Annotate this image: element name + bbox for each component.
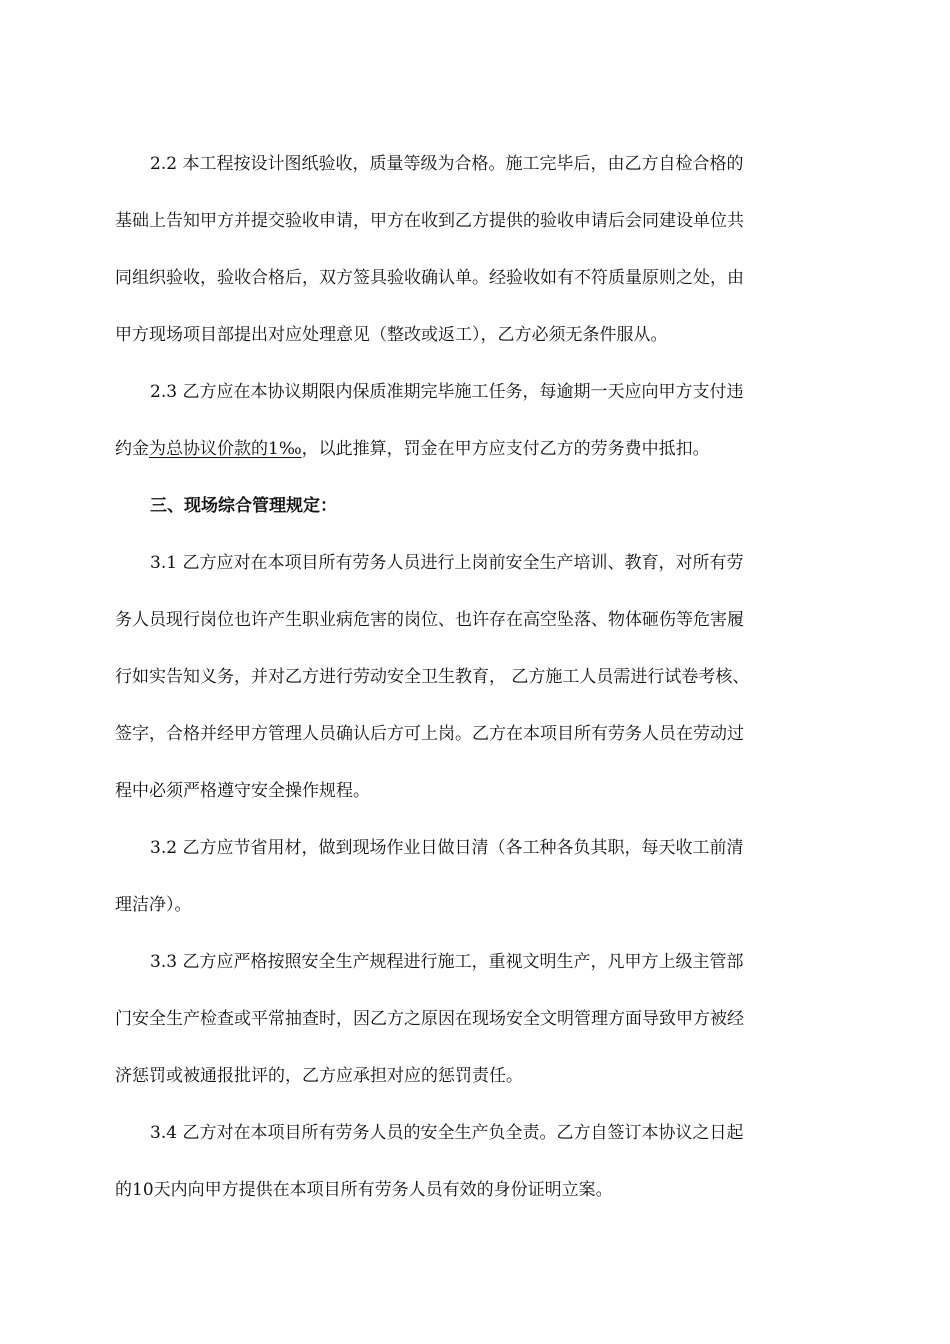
clause-2-3-line-1: 2.3 乙方应在本协议期限内保质准期完毕施工任务，每逾期一天应向甲方支付违 <box>150 382 744 402</box>
clause-2-2-line-4: 甲方现场项目部提出对应处理意见（整改或返工），乙方必须无条件服从。 <box>115 325 668 345</box>
clause-2-2-line-1: 2.2 本工程按设计图纸验收，质量等级为合格。施工完毕后，由乙方自检合格的 <box>150 154 744 174</box>
clause-3-4-line-2: 的10天内向甲方提供在本项目所有劳务人员有效的身份证明立案。 <box>115 1180 613 1200</box>
clause-3-1-line-1: 3.1 乙方应对在本项目所有劳务人员进行上岗前安全生产培训、教育，对所有劳 <box>150 553 744 573</box>
clause-3-3-line-2: 门安全生产检查或平常抽查时，因乙方之原因在现场安全文明管理方面导致甲方被经 <box>115 1009 744 1029</box>
clause-3-2-line-2: 理洁净）。 <box>115 895 192 915</box>
clause-2-3-line-2 <box>115 437 840 461</box>
clause-3-2-line-1: 3.2 乙方应节省用材，做到现场作业日做日清（各工种各负其职，每天收工前清 <box>150 838 744 858</box>
clause-3-3-line-1: 3.3 乙方应严格按照安全生产规程进行施工，重视文明生产，凡甲方上级主管部 <box>150 952 744 972</box>
penalty-rate-underlined: 为总协议价款的1‰ <box>149 439 302 459</box>
section-3-heading: 三、现场综合管理规定： <box>150 496 337 516</box>
clause-3-4-line-1: 3.4 乙方对在本项目所有劳务人员的安全生产负全责。乙方自签订本协议之日起 <box>150 1123 744 1143</box>
clause-3-1-line-4: 签字，合格并经甲方管理人员确认后方可上岗。乙方在本项目所有劳务人员在劳动过 <box>115 724 744 744</box>
clause-3-1-line-5: 程中必须严格遵守安全操作规程。 <box>115 781 370 801</box>
clause-2-2-line-3: 同组织验收，验收合格后，双方签具验收确认单。经验收如有不符质量原则之处，由 <box>115 268 744 288</box>
penalty-deduction-text: ，以此推算，罚金在甲方应支付乙方的劳务费中抵扣。 <box>301 439 710 459</box>
penalty-label: 约金 <box>115 439 149 459</box>
clause-3-1-line-2: 务人员现行岗位也许产生职业病危害的岗位、也许存在高空坠落、物体砸伤等危害履 <box>115 610 744 630</box>
clause-2-2-line-2: 基础上告知甲方并提交验收申请，甲方在收到乙方提供的验收申请后会同建设单位共 <box>115 211 744 231</box>
clause-3-3-line-3: 济惩罚或被通报批评的，乙方应承担对应的惩罚责任。 <box>115 1066 523 1086</box>
clause-3-1-line-3: 行如实告知义务，并对乙方进行劳动安全卫生教育， 乙方施工人员需进行试卷考核、 <box>115 667 750 687</box>
